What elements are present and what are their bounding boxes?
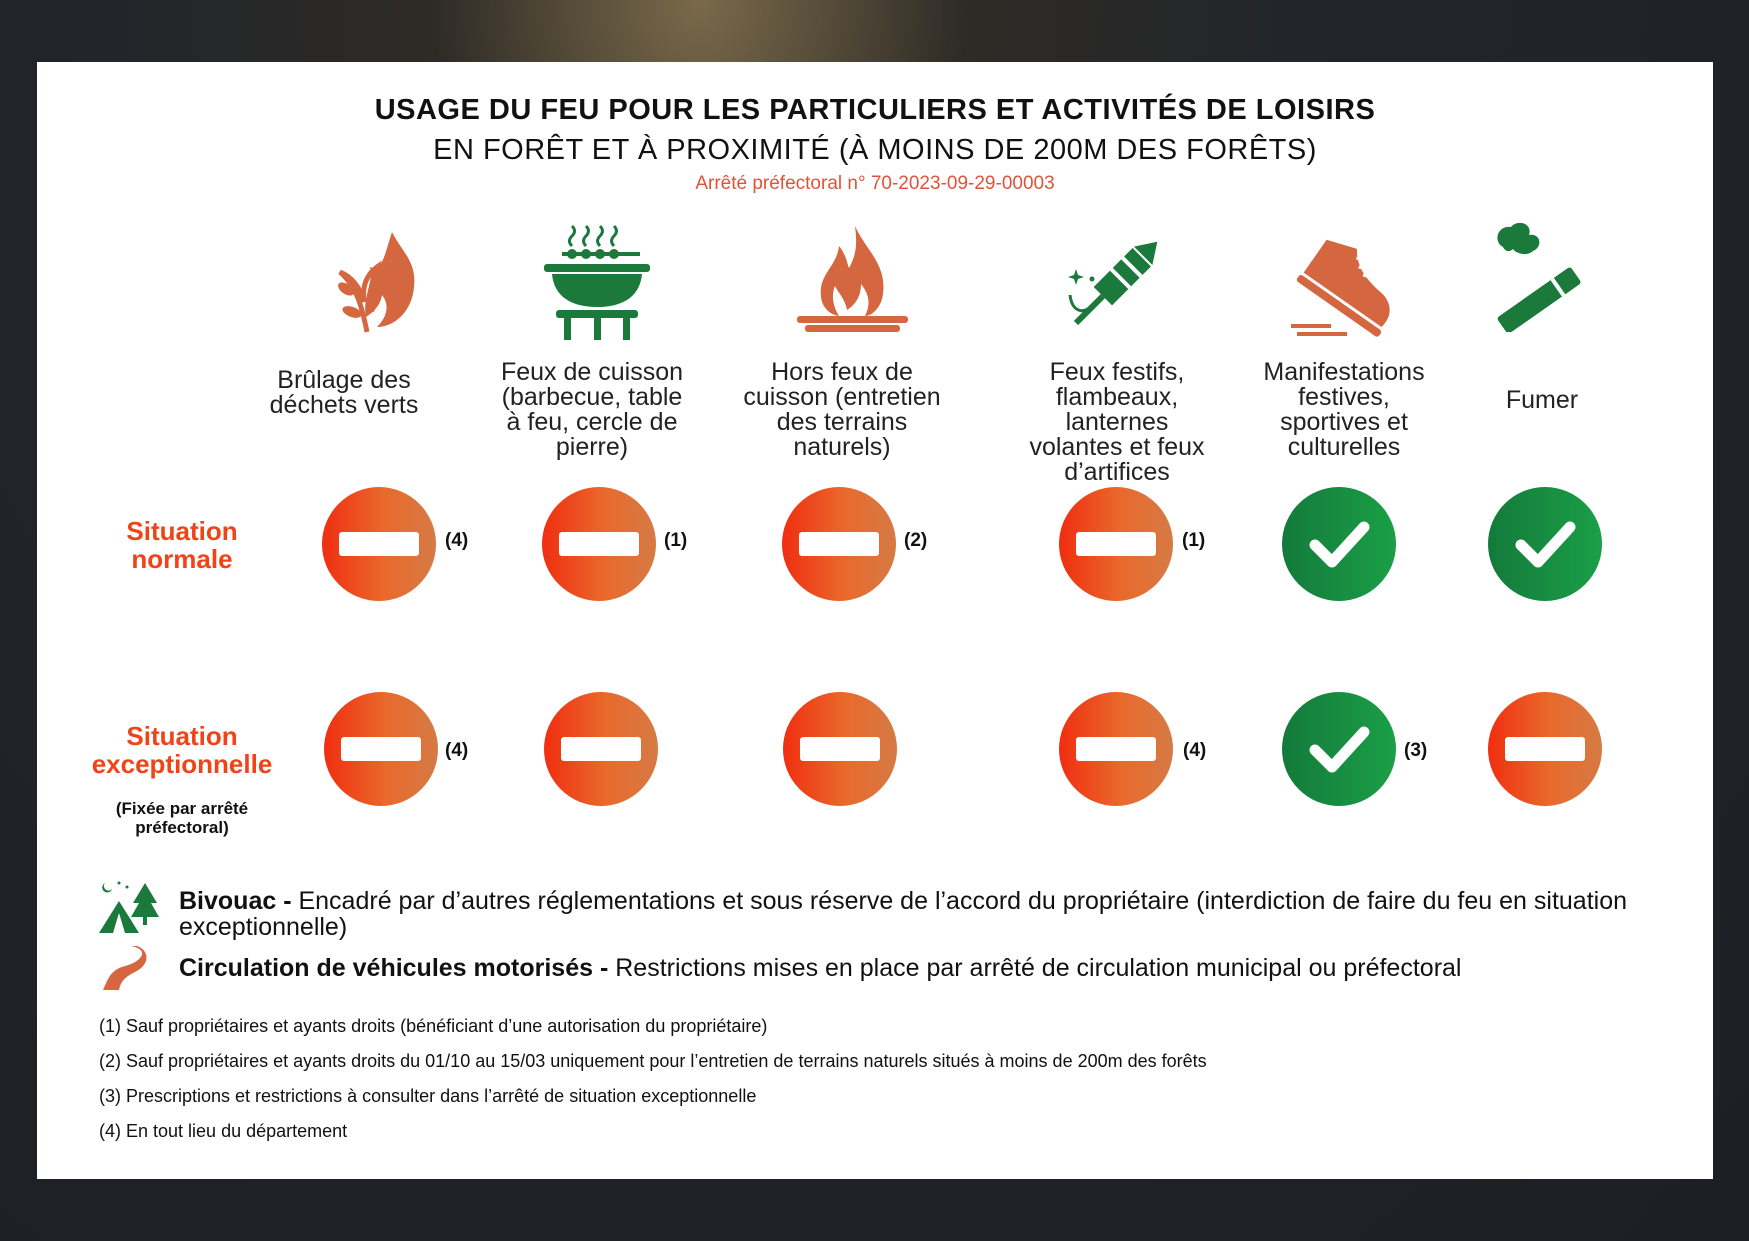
column-label-non-cooking-fires: Hors feux de cuisson (entretien des terrains naturels): [743, 358, 941, 461]
status-badge-forbidden: [324, 692, 438, 806]
legend-motor-vehicles-text: Restrictions mises en place par arrêté de circulation municipal ou préfectoral: [608, 954, 1462, 982]
legend-bivouac: [179, 888, 1659, 940]
footnote-marker: (4): [445, 530, 469, 551]
status-badge-forbidden: [1488, 692, 1602, 806]
status-badge-allowed: [1282, 692, 1396, 806]
legend-bivouac-text: Encadré par d’autres réglementations et sous réserve de l’accord du propriétaire (interdiction de faire du feu en situation exceptionnelle): [179, 887, 1628, 941]
checkmark-icon: [1282, 487, 1396, 601]
footnote-marker: (1): [1182, 530, 1206, 551]
running-shoe-icon: [1287, 232, 1417, 337]
status-badge-forbidden: [782, 487, 896, 601]
row-label-exceptional: Situation exceptionnelle: [91, 721, 273, 779]
footnote-marker: (1): [664, 530, 688, 551]
status-badge-forbidden: [1059, 487, 1173, 601]
footnote-2: (2) Sauf propriétaires et ayants droits du 01/10 au 15/03 uniquement pour l’entretien de terrains naturels situés à moins de 200m des forêts: [99, 1051, 1207, 1071]
status-badge-forbidden: [322, 487, 436, 601]
status-badge-allowed: [1282, 487, 1396, 601]
column-label-smoking: Fumer: [1505, 386, 1579, 414]
footnote-3: (3) Prescriptions et restrictions à consulter dans l’arrêté de situation exceptionnelle: [99, 1086, 757, 1106]
column-label-green-waste: Brûlage des déchets verts: [269, 366, 419, 419]
campfire-icon: [795, 224, 910, 334]
legend-bivouac-title: Bivouac -: [179, 887, 292, 915]
footnote-marker: (4): [1183, 740, 1207, 761]
status-badge-forbidden: [1059, 692, 1173, 806]
column-label-festive-fires: Feux festifs, flambeaux, lanternes volantes et feux d’artifices: [1029, 358, 1205, 486]
winding-road-icon: [101, 944, 151, 992]
cigarette-icon: [1489, 217, 1599, 332]
page-title: USAGE DU FEU POUR LES PARTICULIERS ET ACTIVITÉS DE LOISIRS: [374, 94, 1376, 126]
firework-rocket-icon: [1062, 227, 1172, 337]
bivouac-tent-icon: [97, 877, 159, 935]
burning-leaves-icon: [332, 227, 432, 337]
row-sublabel-exceptional: (Fixée par arrêté préfectoral): [115, 799, 249, 837]
barbecue-icon: [542, 222, 652, 342]
legend-motor-vehicles: [179, 955, 1659, 981]
column-label-events: Manifestations festives, sportives et culturelles: [1263, 358, 1425, 461]
decree-reference: Arrêté préfectoral n° 70-2023-09-29-00003: [695, 173, 1055, 194]
checkmark-icon: [1282, 692, 1396, 806]
status-badge-forbidden: [783, 692, 897, 806]
info-panel: [37, 62, 1713, 1179]
footnote-marker: (4): [445, 740, 469, 761]
footnote-1: (1) Sauf propriétaires et ayants droits (bénéficiant d’une autorisation du propriétaire): [99, 1016, 768, 1036]
footnote-4: (4) En tout lieu du département: [99, 1121, 348, 1141]
column-label-cooking-fires: Feux de cuisson (barbecue, table à feu, cercle de pierre): [500, 358, 684, 461]
status-badge-forbidden: [544, 692, 658, 806]
status-badge-forbidden: [542, 487, 656, 601]
status-badge-allowed: [1488, 487, 1602, 601]
checkmark-icon: [1488, 487, 1602, 601]
page-subtitle: EN FORÊT ET À PROXIMITÉ (À MOINS DE 200M DES FORÊTS): [433, 134, 1317, 166]
row-label-normal: Situation normale: [126, 516, 238, 574]
legend-motor-vehicles-title: Circulation de véhicules motorisés -: [179, 954, 609, 982]
footnote-marker: (2): [904, 530, 928, 551]
footnote-marker: (3): [1404, 740, 1428, 761]
